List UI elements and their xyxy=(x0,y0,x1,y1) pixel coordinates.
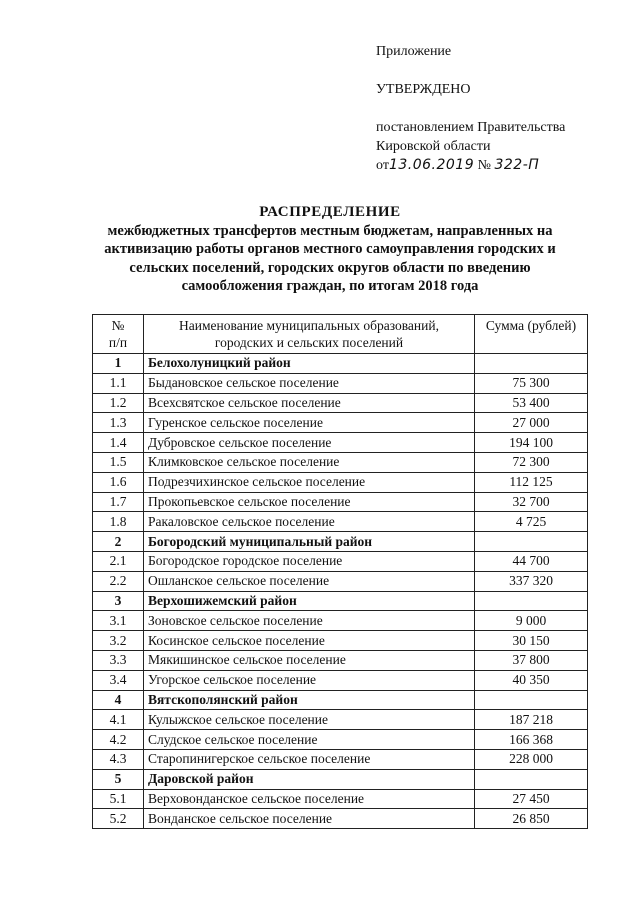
table-row xyxy=(93,551,588,571)
table-row xyxy=(93,373,588,393)
cell-name: Ошланское сельское поселение xyxy=(144,571,475,591)
cell-num: 2 xyxy=(93,532,144,552)
cell-num: 5.1 xyxy=(93,789,144,809)
title-line: самообложения граждан, по итогам 2018 года xyxy=(181,278,479,294)
cell-sum: 40 350 xyxy=(475,670,588,690)
cell-sum: 9 000 xyxy=(475,611,588,631)
cell-num: 5.2 xyxy=(93,809,144,829)
cell-sum: 26 850 xyxy=(475,809,588,829)
cell-num: 1.1 xyxy=(93,373,144,393)
cell-name: Подрезчихинское сельское поселение xyxy=(144,472,475,492)
table-row xyxy=(93,789,588,809)
cell-name: Верхошижемский район xyxy=(144,591,475,611)
cell-sum: 194 100 xyxy=(475,433,588,453)
cell-name: Даровской район xyxy=(144,769,475,789)
cell-num: 1.4 xyxy=(93,433,144,453)
table-row xyxy=(93,413,588,433)
decree-line-1: постановлением Правительства xyxy=(376,120,566,135)
document-title xyxy=(90,203,570,296)
district-row xyxy=(93,769,588,789)
header-num-line2: п/п xyxy=(108,335,128,350)
district-row xyxy=(93,690,588,710)
cell-sum xyxy=(475,690,588,710)
decree-line-2: Кировской области xyxy=(376,139,491,154)
table-row xyxy=(93,512,588,532)
cell-name: Белохолуницкий район xyxy=(144,354,475,374)
cell-name: Гуренское сельское поселение xyxy=(144,413,475,433)
cell-name: Вонданское сельское поселение xyxy=(144,809,475,829)
table-row xyxy=(93,749,588,769)
table-row xyxy=(93,492,588,512)
cell-sum: 32 700 xyxy=(475,492,588,512)
cell-name: Старопинигерское сельское поселение xyxy=(144,749,475,769)
cell-num: 1.5 xyxy=(93,452,144,472)
table-row xyxy=(93,650,588,670)
cell-sum: 4 725 xyxy=(475,512,588,532)
cell-name: Дубровское сельское поселение xyxy=(144,433,475,453)
district-row xyxy=(93,591,588,611)
cell-name: Прокопьевское сельское поселение xyxy=(144,492,475,512)
cell-name: Климковское сельское поселение xyxy=(144,452,475,472)
header-name-line1: Наименование муниципальных образований, xyxy=(179,318,439,333)
cell-name: Слудское сельское поселение xyxy=(144,730,475,750)
table-row xyxy=(93,393,588,413)
cell-sum: 53 400 xyxy=(475,393,588,413)
cell-sum: 30 150 xyxy=(475,631,588,651)
table-row xyxy=(93,472,588,492)
cell-sum xyxy=(475,532,588,552)
appendix-label: Приложение xyxy=(376,44,452,59)
cell-sum xyxy=(475,354,588,374)
table-row xyxy=(93,433,588,453)
cell-num: 4 xyxy=(93,690,144,710)
cell-sum: 166 368 xyxy=(475,730,588,750)
cell-num: 4.3 xyxy=(93,749,144,769)
table-row xyxy=(93,730,588,750)
cell-num: 3.2 xyxy=(93,631,144,651)
table-row xyxy=(93,670,588,690)
cell-name: Косинское сельское поселение xyxy=(144,631,475,651)
approved-label: УТВЕРЖДЕНО xyxy=(376,82,471,97)
cell-num: 1.6 xyxy=(93,472,144,492)
cell-name: Зоновское сельское поселение xyxy=(144,611,475,631)
header-num-line1: № xyxy=(111,318,125,333)
table-row xyxy=(93,452,588,472)
table-row xyxy=(93,571,588,591)
header-num xyxy=(93,315,144,354)
cell-num: 4.2 xyxy=(93,730,144,750)
cell-sum: 27 450 xyxy=(475,789,588,809)
cell-sum: 228 000 xyxy=(475,749,588,769)
cell-sum: 27 000 xyxy=(475,413,588,433)
cell-num: 3.3 xyxy=(93,650,144,670)
cell-num: 3 xyxy=(93,591,144,611)
cell-num: 3.1 xyxy=(93,611,144,631)
approval-block xyxy=(376,42,626,175)
cell-sum: 72 300 xyxy=(475,452,588,472)
cell-sum: 37 800 xyxy=(475,650,588,670)
cell-num: 5 xyxy=(93,769,144,789)
table-row xyxy=(93,710,588,730)
cell-num: 4.1 xyxy=(93,710,144,730)
title-line: межбюджетных трансфертов местным бюджетам, направленных на xyxy=(107,222,553,239)
cell-sum: 187 218 xyxy=(475,710,588,730)
cell-sum: 337 320 xyxy=(475,571,588,591)
cell-num: 1.2 xyxy=(93,393,144,413)
header-name-line2: городских и сельских поселений xyxy=(214,335,404,350)
cell-num: 1.3 xyxy=(93,413,144,433)
decree-date-number xyxy=(376,156,626,175)
cell-sum xyxy=(475,591,588,611)
district-row xyxy=(93,532,588,552)
decree-number: 322-П xyxy=(494,157,540,173)
cell-num: 2.1 xyxy=(93,551,144,571)
table-header-row xyxy=(93,315,588,354)
decree-date: 13.06.2019 xyxy=(388,157,475,173)
table-row xyxy=(93,611,588,631)
cell-sum: 75 300 xyxy=(475,373,588,393)
cell-sum: 44 700 xyxy=(475,551,588,571)
cell-name: Кулыжское сельское поселение xyxy=(144,710,475,730)
cell-name: Богородское городское поселение xyxy=(144,551,475,571)
cell-num: 3.4 xyxy=(93,670,144,690)
cell-num: 2.2 xyxy=(93,571,144,591)
cell-sum xyxy=(475,769,588,789)
from-prefix: от xyxy=(376,158,389,173)
cell-name: Угорское сельское поселение xyxy=(144,670,475,690)
number-prefix: № xyxy=(477,158,491,173)
title-line: активизацию работы органов местного самоуправления городских и xyxy=(104,241,556,257)
table-row xyxy=(93,631,588,651)
district-row xyxy=(93,354,588,374)
cell-name: Мякишинское сельское поселение xyxy=(144,650,475,670)
cell-num: 1.8 xyxy=(93,512,144,532)
cell-num: 1 xyxy=(93,354,144,374)
cell-name: Ракаловское сельское поселение xyxy=(144,512,475,532)
header-sum: Сумма (рублей) xyxy=(475,315,588,354)
title-heading: РАСПРЕДЕЛЕНИЕ xyxy=(259,204,401,220)
header-name xyxy=(144,315,475,354)
cell-name: Вятскополянский район xyxy=(144,690,475,710)
distribution-table xyxy=(92,314,588,829)
title-line: сельских поселений, городских округов области по введению xyxy=(129,259,531,276)
cell-num: 1.7 xyxy=(93,492,144,512)
cell-name: Быдановское сельское поселение xyxy=(144,373,475,393)
cell-name: Всехсвятское сельское поселение xyxy=(144,393,475,413)
cell-sum: 112 125 xyxy=(475,472,588,492)
table-row xyxy=(93,809,588,829)
cell-name: Верховонданское сельское поселение xyxy=(144,789,475,809)
cell-name: Богородский муниципальный район xyxy=(144,532,475,552)
